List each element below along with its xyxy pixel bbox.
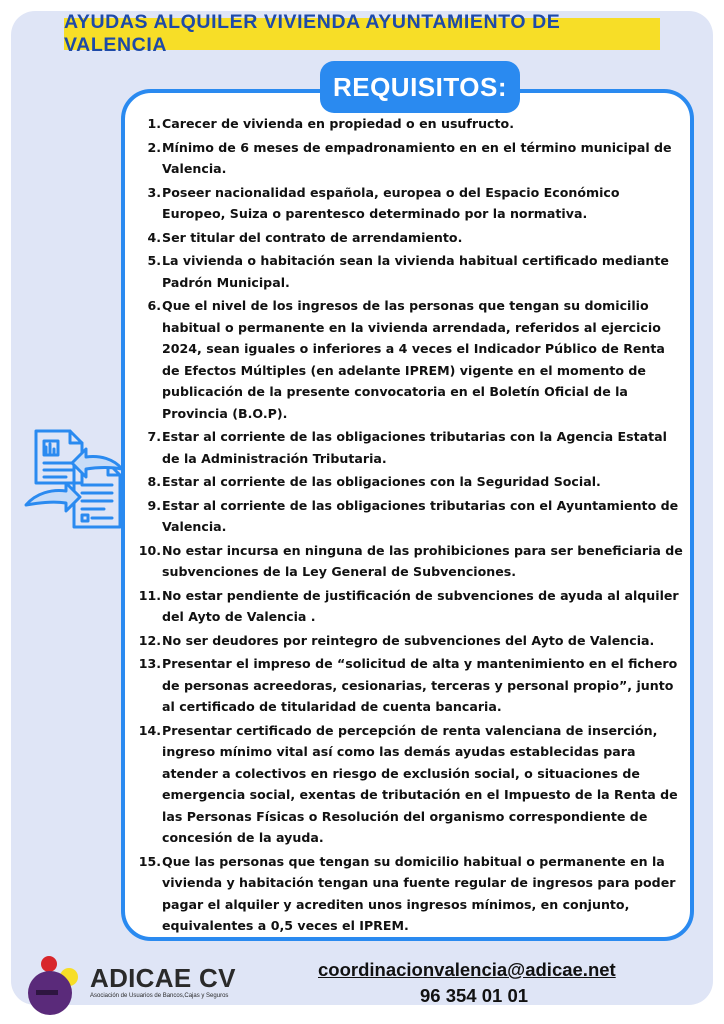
list-item-text: No ser deudores por reintegro de subvenciones del Ayto de Valencia.: [162, 632, 655, 648]
logo-name: ADICAE CV: [90, 963, 236, 993]
list-item: [130, 630, 685, 652]
list-item-text: Ser titular del contrato de arrendamiento.: [162, 229, 463, 245]
list-item-number: 4.: [147, 229, 161, 245]
list-item-text: Estar al corriente de las obligaciones con la Seguridad Social.: [162, 474, 601, 489]
list-item-number: 15.: [138, 853, 161, 869]
requirements-list: [130, 113, 685, 939]
list-item-number: 7.: [147, 429, 161, 444]
list-item-number: 13.: [138, 656, 161, 671]
list-item-number: 11.: [138, 587, 161, 603]
list-item-text: Poseer nacionalidad española, europea o del Espacio Económico Europeo, Suiza o parentesco determinado por la normativa.: [162, 184, 620, 221]
list-item-text: No estar incursa en ninguna de las prohibiciones para ser beneficiaria de subvenciones de la Ley General de Subvenciones.: [162, 542, 683, 579]
list-item: [130, 471, 685, 493]
list-item-text: Estar al corriente de las obligaciones tributarias con la Agencia Estatal de la Administración Tributaria.: [162, 429, 667, 466]
page-title-banner: [64, 11, 660, 56]
list-item-number: 2.: [147, 139, 161, 155]
list-item: [130, 250, 685, 293]
list-item: [130, 113, 685, 135]
list-item: [130, 137, 685, 180]
contact-phone[interactable]: 96 354 01 01: [420, 985, 529, 1006]
list-item-text: La vivienda o habitación sean la vivienda habitual certificado mediante Padrón Municipal.: [162, 253, 669, 290]
list-item-number: 6.: [147, 298, 161, 313]
section-title-pill: [320, 61, 520, 113]
list-item-number: 12.: [138, 632, 161, 648]
list-item-text: Estar al corriente de las obligaciones tributarias con el Ayuntamiento de Valencia.: [162, 497, 679, 534]
list-item-number: 5.: [147, 253, 161, 268]
list-item: [130, 426, 685, 469]
list-item: [130, 585, 685, 628]
list-item-text: Que las personas que tengan su domicilio habitual o permanente en la vivienda y habitación tengan una fuente regular de ingresos para poder pagar el alquiler y acrediten unos ingresos mínimos, en conjunto, equivalentes a 0,5 veces el IPREM.: [162, 853, 676, 933]
list-item-text: Presentar certificado de percepción de renta valenciana de inserción, ingreso mínimo vital así como las demás ayudas establecidas para atender a colectivos en riesgo de exclusión social, o situaciones de emergencia social, exentas de tributación en el Impuesto de la Renta de las Personas Físicas o Resolución del organismo correspondiente de concesión de la ayuda.: [162, 722, 678, 845]
list-item-number: 3.: [147, 184, 161, 200]
adicae-logo-icon: [22, 952, 88, 1016]
list-item-number: 9.: [147, 497, 161, 513]
list-item-number: 8.: [147, 474, 161, 489]
list-item: [130, 227, 685, 249]
page-title: AYUDAS ALQUILER VIVIENDA AYUNTAMIENTO DE VALENCIA: [64, 11, 561, 56]
list-item: [130, 295, 685, 424]
list-item: [130, 720, 685, 849]
list-item-text: Mínimo de 6 meses de empadronamiento en en el término municipal de Valencia.: [162, 139, 672, 176]
list-item: [130, 851, 685, 937]
list-item: [130, 653, 685, 718]
list-item-text: Carecer de vivienda en propiedad o en usufructo.: [162, 116, 514, 131]
list-item-number: 10.: [138, 542, 161, 558]
logo-tagline: Asociación de Usuarios de Bancos,Cajas y Seguros: [90, 993, 229, 999]
list-item-text: Presentar el impreso de “solicitud de alta y mantenimiento en el fichero de personas acreedoras, cesionarias, terceras y personal propio”, junto al certificado de titularidad de cuenta bancaria.: [162, 656, 678, 714]
list-item: [130, 495, 685, 538]
list-item: [130, 182, 685, 225]
contact-email-link[interactable]: coordinacionvalencia@adicae.net: [318, 959, 616, 980]
list-item-text: Que el nivel de los ingresos de las personas que tengan su domicilio habitual o permanente en la vivienda arrendada, referidos al ejercicio 2024, sean iguales o inferiores a 4 veces el Indicador Público de Renta de Efectos Múltiples (en adelante IPREM) vigente en el momento de publicación de la presente convocatoria en el Boletín Oficial de la Provincia (B.O.P).: [162, 298, 665, 421]
list-item: [130, 540, 685, 583]
list-item-text: No estar pendiente de justificación de subvenciones de ayuda al alquiler del Ayto de Valencia .: [162, 587, 679, 624]
section-title: REQUISITOS:: [332, 71, 508, 102]
list-item-number: 1.: [147, 116, 161, 131]
documents-exchange-icon: [22, 423, 126, 533]
list-item-number: 14.: [138, 722, 161, 738]
